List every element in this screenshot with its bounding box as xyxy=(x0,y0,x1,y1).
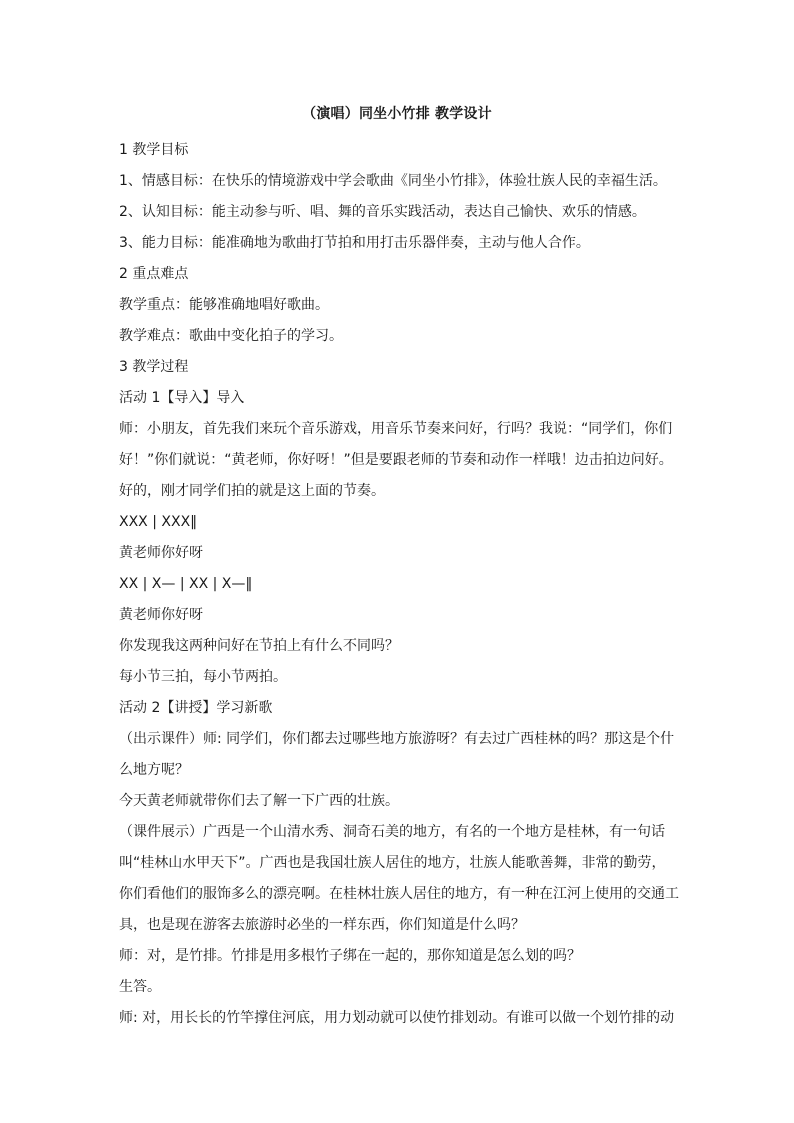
paragraph-goal-ability: 3、能力目标：能准确地为歌曲打节拍和用打击乐器伴奏，主动与他人合作。 xyxy=(119,235,590,251)
document-title: （演唱）同坐小竹排 教学设计 xyxy=(302,106,492,122)
activity-heading-1: 活动 1【导入】导入 xyxy=(119,390,245,406)
paragraph-difficult-point: 教学难点：歌曲中变化拍子的学习。 xyxy=(119,328,343,344)
paragraph-key-point: 教学重点：能够准确地唱好歌曲。 xyxy=(119,297,329,313)
paragraph-goal-emotion: 1、情感目标：在快乐的情境游戏中学会歌曲《同坐小竹排》，体验壮族人民的幸福生活。 xyxy=(119,173,667,189)
paragraph-goal-cognition: 2、认知目标：能主动参与听、唱、舞的音乐实践活动，表达自己愉快、欢乐的情感。 xyxy=(119,204,646,220)
activity-heading-2: 活动 2【讲授】学习新歌 xyxy=(119,700,273,716)
section-heading-key-points: 2 重点难点 xyxy=(119,266,189,282)
paragraph-guangxi-intro: 今天黄老师就带你们去了解一下广西的壮族。 xyxy=(119,793,399,809)
rhythm-notation-2: XX | X— | XX | X—‖ xyxy=(119,576,253,592)
paragraph-answer: 每小节三拍，每小节两拍。 xyxy=(119,669,287,685)
document-body xyxy=(119,135,679,1034)
paragraph-guangxi-description: （课件展示）广西是一个山清水秀、洞奇石美的地方，有名的一个地方是桂林，有一句话叫“桂林山水甲天下”。广西也是我国壮族人居住的地方，壮族人能歌善舞，非常的勤劳，你们看他们的服饰多么的漂亮啊。在桂林壮族人居住的地方，有一种在江河上使用的交通工具，也是现在游客去旅游时必坐的一样东西，你们知道是什么吗？ xyxy=(119,824,679,933)
paragraph-rowing: 师: 对，用长长的竹竿撑住河底，用力划动就可以使竹排划动。有谁可以做一个划竹排的动 xyxy=(119,1010,675,1026)
section-heading-process: 3 教学过程 xyxy=(119,359,189,375)
lyric-line-2: 黄老师你好呀 xyxy=(119,607,203,623)
lyric-line-1: 黄老师你好呀 xyxy=(119,545,203,561)
paragraph-courseware: （出示课件）师: 同学们，你们都去过哪些地方旅游呀？有去过广西桂林的吗？那这是个什么地方呢？ xyxy=(119,731,675,778)
paragraph-rhythm-note: 好的，刚才同学们拍的就是这上面的节奏。 xyxy=(119,483,385,499)
paragraph-student-answer: 生答。 xyxy=(119,979,161,995)
paragraph-teacher-intro: 师：小朋友，首先我们来玩个音乐游戏，用音乐节奏来问好，行吗？我说：“同学们，你们好！”你们就说：“黄老师，你好呀！”但是要跟老师的节奏和动作一样哦！边击拍边问好。 xyxy=(119,421,673,468)
rhythm-notation-1: XXX | XXX‖ xyxy=(119,514,198,530)
section-heading-goals: 1 教学目标 xyxy=(119,142,189,158)
paragraph-question: 你发现我这两种问好在节拍上有什么不同吗？ xyxy=(119,638,399,654)
paragraph-bamboo-raft: 师：对，是竹排。竹排是用多根竹子绑在一起的，那你知道是怎么划的吗？ xyxy=(119,948,581,964)
